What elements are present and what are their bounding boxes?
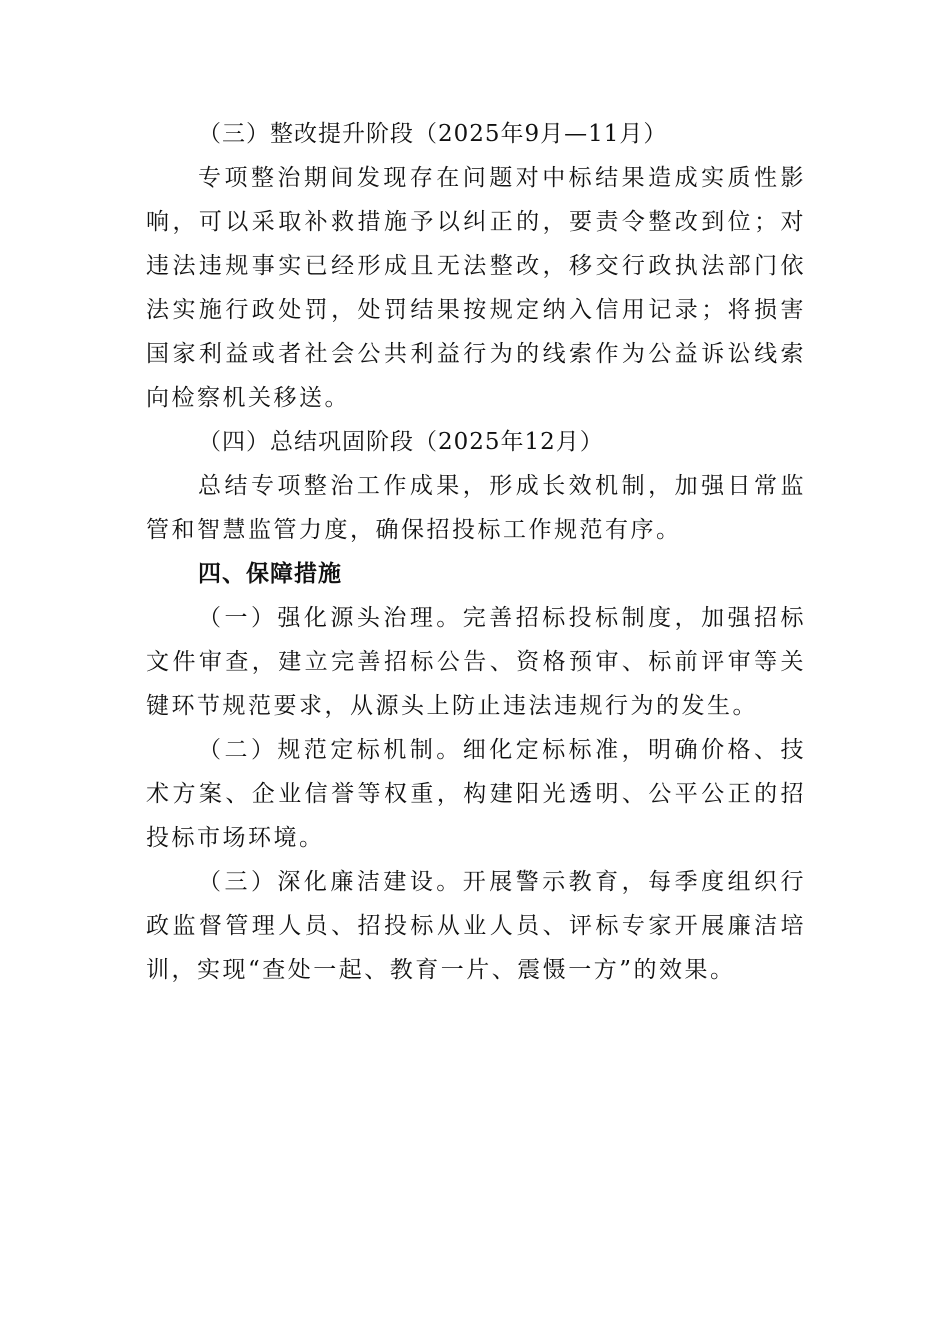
paragraph-measure-one <box>146 596 806 728</box>
paragraph-line: 响，可以采取补救措施予以纠正的，要责令整改到位；对 <box>146 209 806 235</box>
paragraph-measure-two <box>146 728 806 860</box>
paragraph-line: 术方案、企业信誉等权重，构建阳光透明、公平公正的招 <box>146 781 806 807</box>
subsection-heading: （三）整改提升阶段（2025年9月—11月） <box>198 121 668 147</box>
paragraph-line: 国家利益或者社会公共利益行为的线索作为公益诉讼线索 <box>146 341 806 367</box>
paragraph-measure-three <box>146 860 806 992</box>
paragraph-line: （二）规范定标机制。细化定标标准，明确价格、技 <box>198 737 806 763</box>
document-body <box>146 112 806 992</box>
subheading-stage-three <box>146 112 806 156</box>
paragraph-stage-three <box>146 156 806 420</box>
paragraph-line: 专项整治期间发现存在问题对中标结果造成实质性影 <box>198 165 806 191</box>
heading-safeguards <box>146 552 806 596</box>
paragraph-line: 违法违规事实已经形成且无法整改，移交行政执法部门依 <box>146 253 806 279</box>
paragraph-line: 政监督管理人员、招投标从业人员、评标专家开展廉洁培 <box>146 913 806 939</box>
subheading-stage-four <box>146 420 806 464</box>
paragraph-line: 投标市场环境。 <box>146 825 325 851</box>
paragraph-line: 总结专项整治工作成果，形成长效机制，加强日常监 <box>198 473 806 499</box>
section-heading: 四、保障措施 <box>198 561 342 587</box>
paragraph-line: 向检察机关移送。 <box>146 385 350 411</box>
paragraph-line: 训，实现“查处一起、教育一片、震慑一方”的效果。 <box>146 957 736 983</box>
paragraph-line: 文件审查，建立完善招标公告、资格预审、标前评审等关 <box>146 649 806 675</box>
paragraph-line: （一）强化源头治理。完善招标投标制度，加强招标 <box>198 605 806 631</box>
subsection-heading: （四）总结巩固阶段（2025年12月） <box>198 429 604 455</box>
paragraph-line: 管和智慧监管力度，确保招投标工作规范有序。 <box>146 517 682 543</box>
paragraph-line: 键环节规范要求，从源头上防止违法违规行为的发生。 <box>146 693 758 719</box>
paragraph-stage-four <box>146 464 806 552</box>
paragraph-line: （三）深化廉洁建设。开展警示教育，每季度组织行 <box>198 869 806 895</box>
paragraph-line: 法实施行政处罚，处罚结果按规定纳入信用记录；将损害 <box>146 297 806 323</box>
